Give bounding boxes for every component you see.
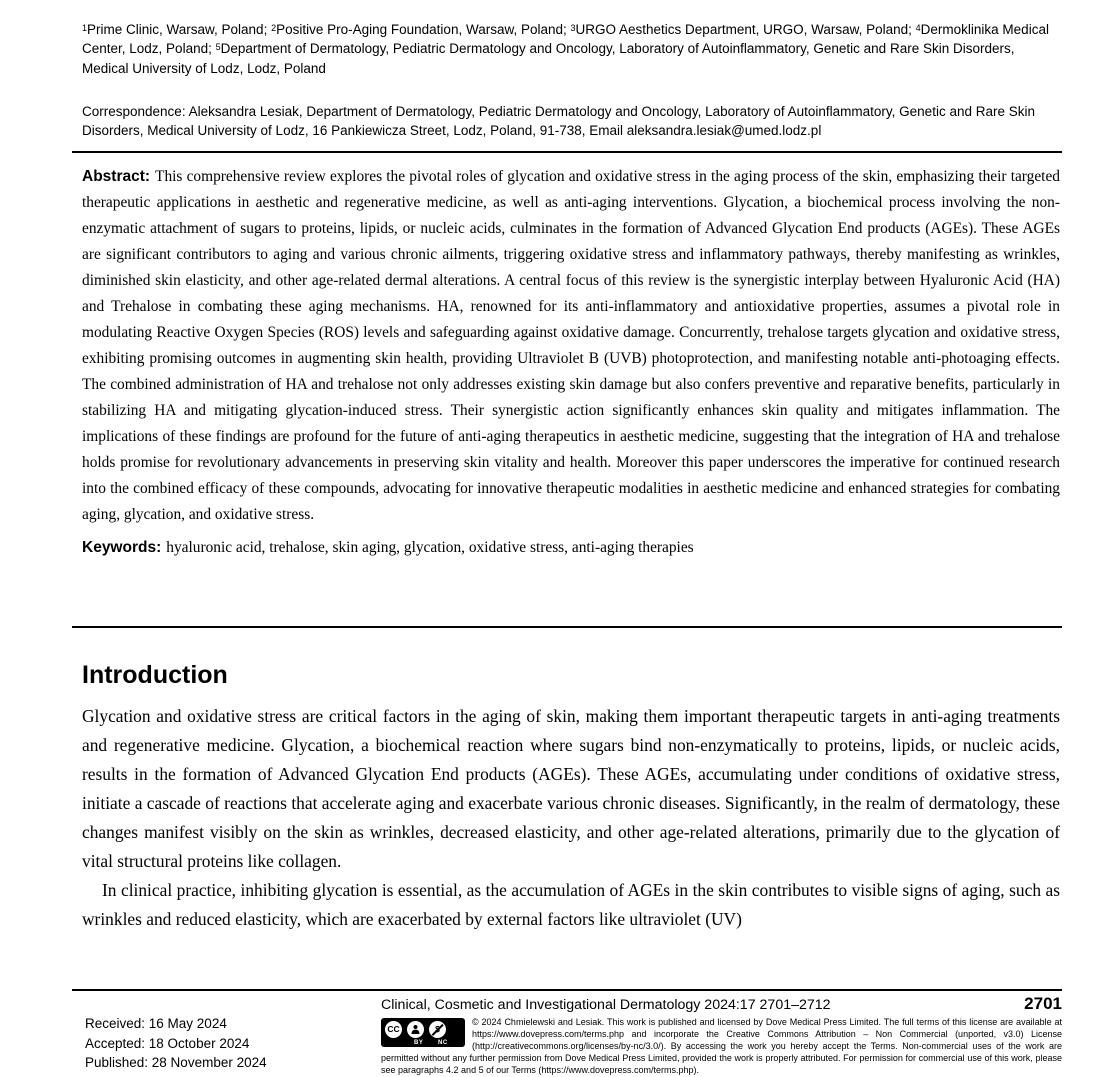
keywords-text: hyaluronic acid, trehalose, skin aging, glycation, oxidative stress, anti-aging therapies [166,539,694,556]
cc-by-person-icon [407,1021,424,1038]
cc-by-nc-badge [381,1018,465,1047]
accepted-date: Accepted: 18 October 2024 [85,1035,250,1051]
footer-right-column [381,994,1062,1077]
journal-citation: Clinical, Cosmetic and Investigational Dermatology 2024:17 2701–2712 [381,997,831,1013]
journal-row [381,994,1062,1014]
cc-icon: CC [385,1021,402,1038]
abstract-section [82,164,1060,561]
cc-nc-label: NC [438,1040,448,1046]
correspondence: Correspondence: Aleksandra Lesiak, Department of Dermatology, Pediatric Dermatology and Oncology, Laboratory of Autoinflammatory, Genetic and Rare Skin Disorders, Medical University of Lodz, 16 Pankiewicza Street, Lodz, Poland, 91-738, Email aleksandra.lesiak@umed.lodz.pl [82,103,1035,138]
keywords-line [82,535,1060,561]
abstract-text: This comprehensive review explores the pivotal roles of glycation and oxidative stress in the aging process of the skin, emphasizing their targeted therapeutic applications in aesthetic and regenerative medicine, as well as anti-aging interventions. Glycation, a biochemical process involving the non-enzymatic attachment of sugars to proteins, lipids, or nucleic acids, culminates in the formation of Advanced Glycation End products (AGEs). These AGEs are significant contributors to aging and various chronic ailments, triggering oxidative stress and inflammatory pathways, thereby manifesting as wrinkles, diminished skin elasticity, and other age-related dermal alterations. A central focus of this review is the synergistic interplay between Hyaluronic Acid (HA) and Trehalose in combating these aging mechanisms. HA, renowned for its anti-inflammatory and antioxidative properties, assumes a pivotal role in modulating Reactive Oxygen Species (ROS) levels and safeguarding against oxidative damage. Concurrently, trehalose targets glycation and oxidative stress, exhibiting promising outcomes in augmenting skin health, providing Ultraviolet B (UVB) photoprotection, and manifesting notable anti-photoaging effects. The combined administration of HA and trehalose not only addresses existing skin damage but also confers preventive and reparative benefits, particularly in stabilizing HA and mitigating glycation-induced stress. Their synergistic action significantly enhances skin quality and mitigates inflammation. The implications of these findings are profound for the future of anti-aging therapeutics in aesthetic medicine, suggesting that the integration of HA and trehalose holds promise for revolutionary advancements in preserving skin vitality and health. Moreover this paper underscores the imperative for continued research into the combined efficacy of these compounds, advocating for innovative therapeutic modalities in aesthetic medicine and enhanced strategies for combating aging, glycation, and oxidative stress. [82,168,1060,523]
abstract-paragraph [82,164,1060,528]
introduction-paragraph: Glycation and oxidative stress are critical factors in the aging of skin, making them important therapeutic targets in anti-aging treatments and regenerative medicine. Glycation, a biochemical reaction where sugars bind non-enzymatically to proteins, lipids, or nucleic acids, results in the formation of Advanced Glycation End products (AGEs). These AGEs, accumulating under conditions of oxidative stress, initiate a cascade of reactions that accelerate aging and exacerbate various chronic diseases. Significantly, in the realm of dermatology, these changes manifest visibly on the skin as wrinkles, decreased elasticity, and other age-related alterations, primarily due to the glycation of vital structural proteins like collagen. [82,706,1060,871]
license-block [381,1017,1062,1077]
abstract-label: Abstract: [82,168,151,185]
divider-below-keywords [72,626,1062,628]
affiliation-text: Department of Dermatology, Pediatric Dermatology and Oncology, Laboratory of Autoinflammatory, Genetic and Rare Skin Disorders, Medical University of Lodz, Lodz, Poland [82,41,1015,76]
affiliation-number: 1 [82,22,88,33]
affiliation-text: Prime Clinic, Warsaw, Poland; [87,21,272,37]
cc-by-label: BY [414,1040,424,1046]
affiliations [82,20,1060,79]
article-dates [85,1014,267,1073]
affiliation-number: 4 [915,22,921,33]
page-number: 2701 [1024,994,1062,1013]
affiliation-number: 3 [570,22,576,33]
published-date: Published: 28 November 2024 [85,1055,267,1070]
affiliation-text: Dermoklinika Medical Center, Lodz, Poland; [82,21,1049,56]
introduction-section [82,658,1060,934]
introduction-heading: Introduction [82,661,228,689]
cc-nc-dollar-icon [429,1021,446,1038]
received-date: Received: 16 May 2024 [85,1016,227,1031]
affiliation-text: Positive Pro-Aging Foundation, Warsaw, Poland; [276,21,571,37]
license-text: © 2024 Chmielewski and Lesiak. This work is published and licensed by Dove Medical Press Limited. The full terms of this license are available at https://www.dovepress.com/terms.php and incorporate the Creative Commons Attribution – Non Commercial (unported, v3.0) License (http://creativecommons.org/licenses/by-nc/3.0/). By accessing the work you hereby accept the Terms. Non-commercial uses of the work are permitted without any further permission from Dove Medical Press Limited, provided the work is properly attributed. For permission for commercial use of this work, please see paragraphs 4.2 and 5 of our Terms (https://www.dovepress.com/terms.php). [381,1017,1062,1075]
affiliation-number: 5 [215,42,221,52]
footer-divider [72,989,1062,991]
affiliation-number: 2 [271,22,277,33]
divider-above-abstract [72,151,1062,153]
affiliation-text: URGO Aesthetics Department, URGO, Warsaw, Poland; [575,21,916,37]
keywords-label: Keywords: [82,539,162,556]
introduction-paragraph: In clinical practice, inhibiting glycation is essential, as the accumulation of AGEs in the skin contributes to visible signs of aging, such as wrinkles and reduced elasticity, which are exacerbated by external factors like ultraviolet (UV) [82,880,1060,929]
